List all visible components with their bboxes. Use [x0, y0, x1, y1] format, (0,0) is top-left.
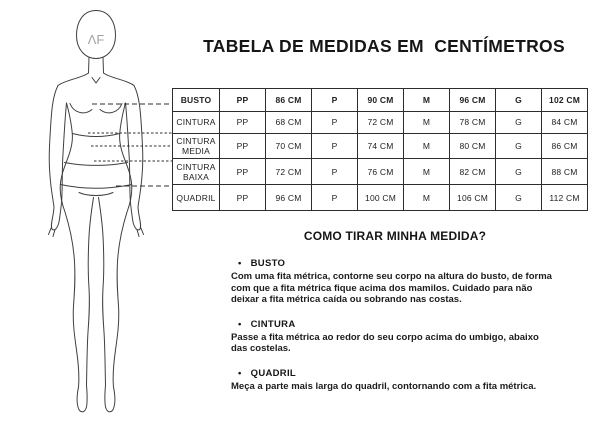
table-cell: 84 CM [542, 112, 588, 134]
table-cell: M [404, 134, 450, 159]
table-cell: G [496, 134, 542, 159]
table-cell: 82 CM [450, 159, 496, 185]
table-cell: 88 CM [542, 159, 588, 185]
table-cell: 112 CM [542, 185, 588, 211]
page-title: TABELA DE MEDIDAS EM CENTÍMETROS [203, 36, 565, 56]
instruction-label: • CINTURA [238, 319, 592, 330]
instructions-heading: COMO TIRAR MINHA MEDIDA? [303, 229, 487, 243]
table-cell: 80 CM [450, 134, 496, 159]
table-cell: PP [220, 185, 266, 211]
figure-leg-left-inner [87, 198, 94, 386]
table-row-busto [173, 89, 588, 112]
instruction-item-busto [198, 258, 592, 306]
figure-leg-right-inner [99, 198, 106, 386]
table-cell: 100 CM [358, 185, 404, 211]
instruction-item-quadril [198, 368, 592, 393]
table-cell: M [404, 89, 450, 112]
table-cell: G [496, 159, 542, 185]
instruction-text: Com uma fita métrica, contorne seu corpo na altura do busto, de forma com que a fita métrica fique acima dos mamilos. Cuidado para não deixar a fita métrica caída ou sobrando nas costas. [231, 271, 552, 305]
table-cell: PP [220, 89, 266, 112]
instruction-label: • BUSTO [238, 258, 592, 269]
figure-hand-left [53, 230, 55, 237]
table-cell: 96 CM [450, 89, 496, 112]
figure-body-outline [49, 11, 144, 412]
figure-lowwaist-contour [65, 163, 128, 166]
table-cell: PP [220, 112, 266, 134]
row-label: BUSTO [173, 89, 220, 112]
figure-leg-left-outer [60, 188, 79, 387]
table-cell: P [312, 159, 358, 185]
instruction-text: Passe a fita métrica ao redor do seu corpo acima do umbigo, abaixo das costelas. [231, 331, 539, 354]
figure-neck [103, 57, 104, 73]
table-cell: 68 CM [266, 112, 312, 134]
croquis-figure-illustration [0, 0, 172, 439]
size-table [172, 88, 588, 211]
figure-hand-right [141, 227, 144, 235]
table-cell: PP [220, 134, 266, 159]
figure-torso-left [60, 103, 72, 188]
table-cell: 102 CM [542, 89, 588, 112]
figure-crotch-contour [79, 193, 113, 196]
instruction-label: • QUADRIL [238, 368, 592, 379]
brand-logo-text: ΛF [87, 32, 105, 47]
figure-shoulder [104, 73, 135, 86]
table-row-quadril [173, 185, 588, 211]
table-cell: G [496, 112, 542, 134]
table-cell: P [312, 89, 358, 112]
table-cell: G [496, 185, 542, 211]
table-cell: M [404, 159, 450, 185]
table-row-cintura-media [173, 134, 588, 159]
row-label: QUADRIL [173, 185, 220, 211]
table-cell: 76 CM [358, 159, 404, 185]
figure-leg-right-outer [113, 188, 132, 387]
table-cell: 72 CM [358, 112, 404, 134]
table-cell: 96 CM [266, 185, 312, 211]
table-cell: 74 CM [358, 134, 404, 159]
table-row-cintura [173, 112, 588, 134]
figure-shoulder [58, 73, 89, 86]
row-label: CINTURA [173, 112, 220, 134]
table-cell: 86 CM [266, 89, 312, 112]
table-cell: M [404, 185, 450, 211]
table-cell: P [312, 134, 358, 159]
table-cell: 78 CM [450, 112, 496, 134]
table-cell: G [496, 89, 542, 112]
table-cell: M [404, 112, 450, 134]
table-cell: P [312, 112, 358, 134]
figure-hand-left [49, 227, 52, 235]
row-label: CINTURA BAIXA [173, 159, 220, 185]
table-cell: 86 CM [542, 134, 588, 159]
figure-bust-curve [100, 104, 122, 113]
figure-collarbone [92, 78, 100, 84]
size-table-container [172, 88, 588, 211]
figure-neck [89, 57, 90, 73]
figure-waist-contour [72, 134, 119, 137]
figure-foot-left [77, 385, 87, 412]
table-row-cintura-baixa [173, 159, 588, 185]
row-label: CINTURA MEDIA [173, 134, 220, 159]
figure-foot-right [105, 385, 115, 412]
figure-bust-curve [70, 104, 92, 113]
table-cell: 72 CM [266, 159, 312, 185]
figure-torso-right [120, 103, 132, 188]
instruction-item-cintura [198, 319, 592, 355]
table-cell: 106 CM [450, 185, 496, 211]
instruction-text: Meça a parte mais larga do quadril, contornando com a fita métrica. [231, 380, 537, 392]
figure-hand-right [137, 230, 139, 237]
table-cell: PP [220, 159, 266, 185]
table-cell: P [312, 185, 358, 211]
table-cell: 90 CM [358, 89, 404, 112]
table-cell: 70 CM [266, 134, 312, 159]
instructions-section [198, 229, 592, 405]
